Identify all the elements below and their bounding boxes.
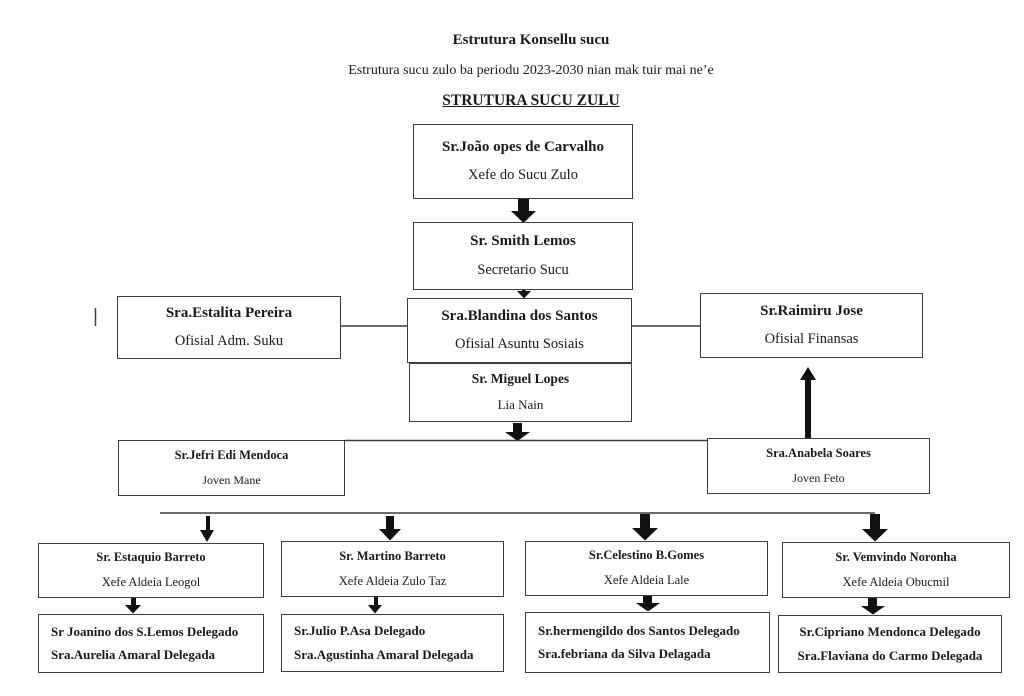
arrow-obucmil-to-delegates (861, 598, 885, 615)
person-role: Joven Feto (792, 471, 845, 486)
box-lia-nain (409, 363, 632, 422)
person-name: Sr. Miguel Lopes (471, 371, 570, 387)
box-ofisial-adm (117, 296, 341, 359)
delegate-name: Sra.Agustinha Amaral Delegada (294, 646, 474, 662)
box-delegates-zulo-taz (281, 614, 504, 672)
person-role: Xefe Aldeia Leogol (101, 575, 201, 589)
arrow-leogol-to-delegates (125, 598, 141, 614)
person-name: Sra.Blandina dos Santos (441, 307, 598, 324)
person-role: Ofisial Finansas (764, 331, 859, 348)
person-role: Secretario Sucu (477, 261, 569, 278)
arrow-zulotaz-to-delegates (368, 597, 382, 614)
delegate-name: Sr Joanino dos S.Lemos Delegado (51, 623, 239, 639)
arrow-lale-to-delegates (636, 596, 660, 612)
person-role: Lia Nain (497, 397, 544, 413)
box-xefe-sucu (413, 124, 633, 199)
box-xefe-obucmil (782, 542, 1010, 598)
person-name: Sr.Raimiru Jose (760, 302, 863, 319)
box-delegates-leogol (38, 614, 264, 673)
arrow-lianain-to-joven (505, 423, 530, 441)
person-role: Xefe do Sucu Zulo (468, 167, 578, 184)
person-role: Xefe Aldeia Lale (603, 573, 690, 587)
page-title: Estrutura Konsellu sucu (452, 32, 610, 48)
box-xefe-lale (525, 541, 768, 596)
person-name: Sr.Jefri Edi Mendoca (174, 447, 289, 462)
person-name: Sr. Martino Barreto (339, 548, 446, 563)
person-name: Sr. Smith Lemos (470, 233, 576, 250)
person-role: Ofisial Adm. Suku (174, 333, 284, 350)
delegate-name: Sr.hermengildo dos Santos Delegado (538, 622, 740, 638)
box-secretario (413, 222, 633, 290)
person-name: Sr.João opes de Carvalho (442, 138, 604, 155)
person-name: Sr.Celestino B.Gomes (588, 548, 705, 563)
person-role: Joven Mane (202, 473, 261, 488)
person-name: Sr. Vemvindo Noronha (835, 549, 957, 564)
person-role: Xefe Aldeia Zulo Taz (338, 573, 447, 588)
arrow-to-xefe-obucmil (862, 514, 888, 542)
delegate-name: Sr.Julio P.Asa Delegado (294, 623, 426, 639)
delegate-name: Sr.Cipriano Mendonca Delegado (799, 624, 981, 640)
person-name: Sra.Anabela Soares (766, 445, 871, 460)
delegate-name: Sra.Flaviana do Carmo Delegada (797, 647, 983, 663)
person-role: Ofisial Asuntu Sosiais (455, 336, 584, 353)
arrow-to-xefe-lale (632, 514, 658, 541)
arrow-xefe-to-secretario (511, 199, 536, 223)
box-delegates-lale (525, 612, 770, 673)
person-name: Sr. Estaquio Barreto (96, 550, 206, 565)
delegate-name: Sra.Aurelia Amaral Delegada (51, 647, 216, 662)
arrow-to-xefe-leogol (200, 516, 214, 542)
box-joven-mane (118, 440, 345, 496)
arrow-jovenfeto-to-finansas (800, 367, 816, 438)
person-name: Sra.Estalita Pereira (165, 304, 293, 321)
box-ofisial-finansas (700, 293, 923, 358)
box-xefe-zulo-taz (281, 541, 504, 597)
delegate-name: Sra.febriana da Silva Delagada (538, 646, 711, 661)
box-xefe-leogol (38, 543, 264, 598)
person-role: Xefe Aldeia Obucmil (842, 574, 950, 589)
box-asuntu-sosiais (407, 298, 632, 363)
chart-heading: STRUTURA SUCU ZULU (442, 92, 620, 109)
arrow-to-xefe-zulo-taz (379, 516, 401, 541)
box-delegates-obucmil (778, 615, 1002, 673)
box-joven-feto (707, 438, 930, 494)
page-subtitle: Estrutura sucu zulo ba periodu 2023-2030 nian mak tuir mai ne’e (348, 63, 714, 78)
